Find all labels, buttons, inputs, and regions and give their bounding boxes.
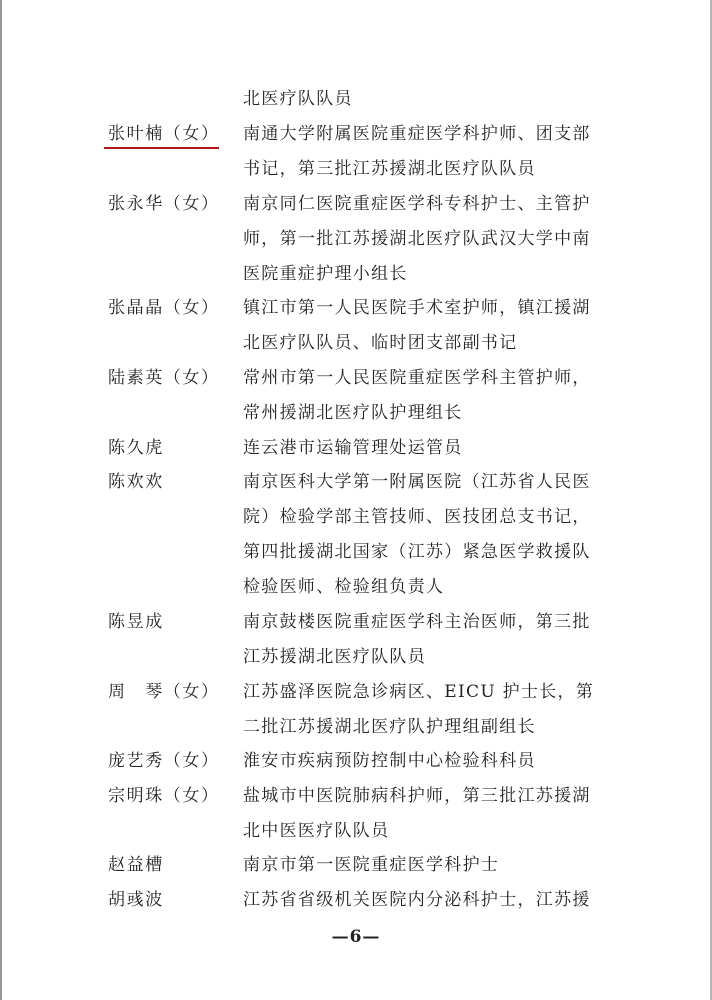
entry-desc-line: 淮安市疾病预防控制中心检验科科员 [243, 751, 536, 771]
entry-desc-line: 师，第一批江苏援湖北医疗队武汉大学中南 [243, 229, 591, 249]
entry-desc-line: 江苏省省级机关医院内分泌科护士，江苏援 [243, 890, 591, 910]
entry-desc-line: 盐城市中医院肺病科护师，第三批江苏援湖 [243, 786, 591, 806]
entry-desc-line: 连云港市运输管理处运管员 [243, 438, 463, 458]
entry-name: 张晶晶（女） [108, 298, 220, 318]
entry-desc-line: 书记，第三批江苏援湖北医疗队队员 [243, 159, 536, 179]
entry-name: 陈昱成 [108, 612, 164, 632]
entry-name: 张叶楠（女） [108, 124, 220, 144]
entry-desc-line: 院）检验学部主管技师、医技团总支书记， [243, 507, 591, 527]
entry-name: 张永华（女） [108, 194, 220, 214]
entry-name: 陈欢欢 [108, 472, 164, 492]
entry-desc-line: 南京市第一医院重症医学科护士 [243, 855, 500, 875]
entry-desc-line: 常州援湖北医疗队护理组长 [243, 403, 463, 423]
entry-name: 庞艺秀（女） [108, 751, 220, 771]
page-number: —6— [331, 927, 381, 947]
entry-desc-line: 检验医师、检验组负责人 [243, 577, 445, 597]
entry-name: 周 琴（女） [108, 682, 220, 702]
entry-desc-line: 北中医医疗队队员 [243, 821, 390, 841]
entry-desc-line: 医院重症护理小组长 [243, 264, 408, 284]
entry-continuation-line: 北医疗队队员 [243, 89, 353, 109]
page-edge-left [0, 0, 2, 1000]
entry-name: 陈久虎 [108, 438, 164, 458]
entry-desc-line: 江苏盛泽医院急诊病区、EICU 护士长，第 [243, 682, 595, 702]
entry-desc-line: 北医疗队队员、临时团支部副书记 [243, 333, 518, 353]
entry-desc-line: 南京鼓楼医院重症医学科主治医师，第三批 [243, 612, 591, 632]
name-underline-mark [104, 147, 219, 149]
entry-desc-line: 南京医科大学第一附属医院（江苏省人民医 [243, 472, 591, 492]
entry-desc-line: 第四批援湖北国家（江苏）紧急医学救援队 [243, 542, 591, 562]
entry-desc-line: 江苏援湖北医疗队队员 [243, 647, 426, 667]
entry-desc-line: 常州市第一人民医院重症医学科主管护师， [243, 368, 591, 388]
entry-name: 陆素英（女） [108, 368, 220, 388]
entry-desc-line: 镇江市第一人民医院手术室护师，镇江援湖 [243, 298, 591, 318]
entry-desc-line: 南通大学附属医院重症医学科护师、团支部 [243, 124, 591, 144]
entry-desc-line: 二批江苏援湖北医疗队护理组副组长 [243, 717, 536, 737]
entry-name: 赵益槽 [108, 855, 164, 875]
entry-name: 宗明珠（女） [108, 786, 220, 806]
entry-desc-line: 南京同仁医院重症医学科专科护士、主管护 [243, 194, 591, 214]
entry-name: 胡彧波 [108, 890, 164, 910]
